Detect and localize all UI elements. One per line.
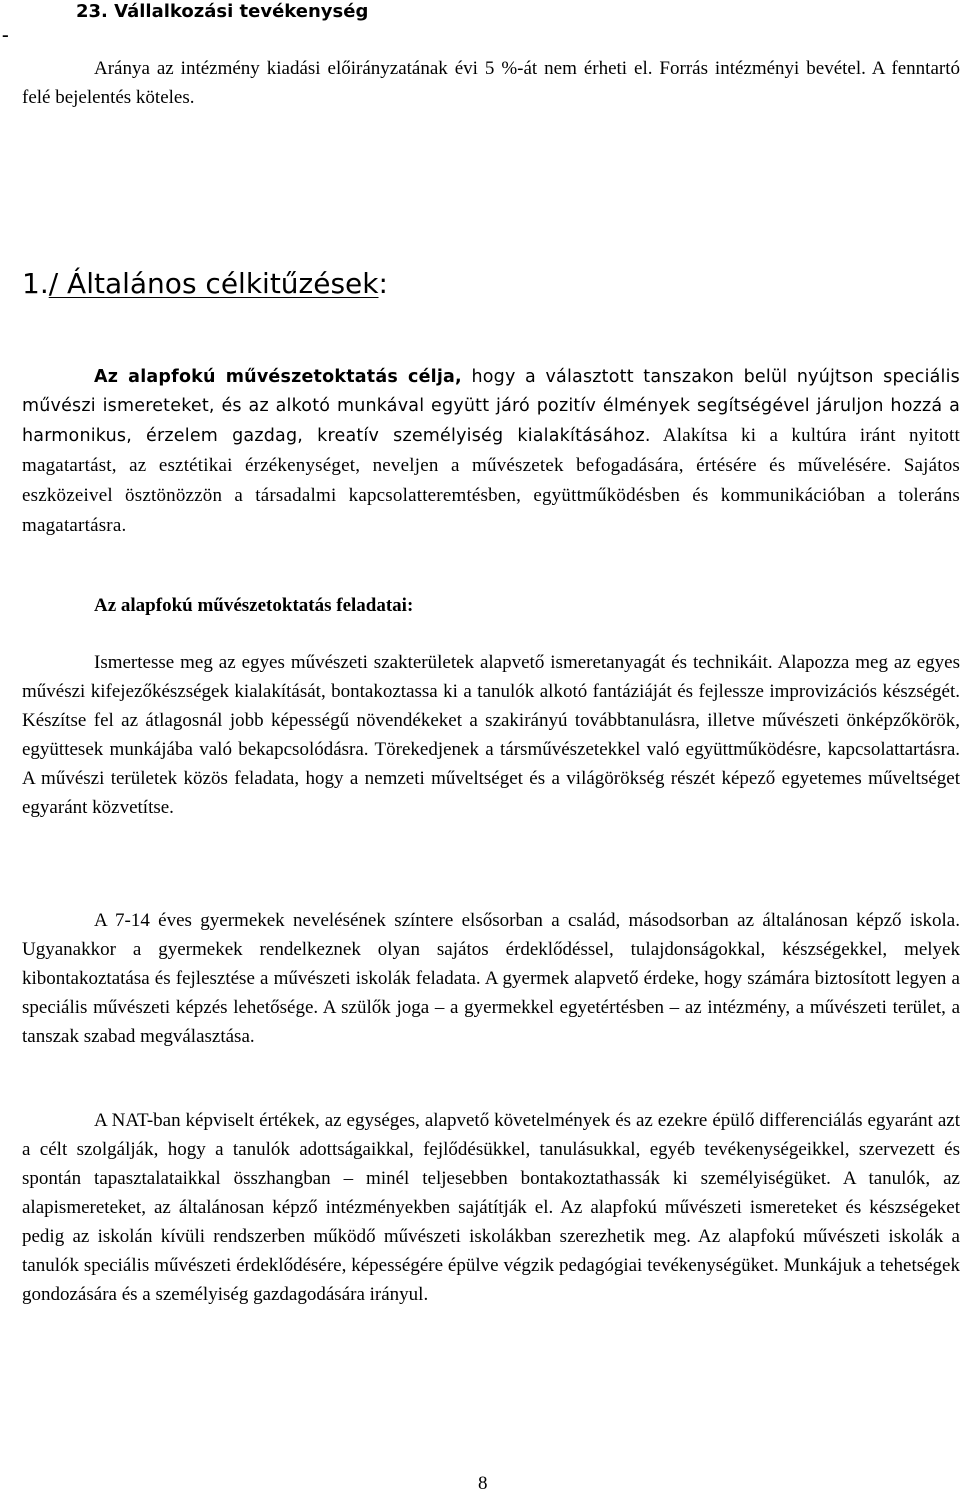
age-paragraph: [22, 906, 960, 1051]
goals-paragraph: [22, 363, 960, 541]
tasks-subheading: Az alapfokú művészetoktatás feladatai:: [94, 595, 414, 616]
main-heading: [22, 264, 388, 304]
goals-lead: Az alapfokú művészetoktatás célja,: [94, 367, 462, 387]
intro-text: Aránya az intézmény kiadási előirányzatának évi 5 %-át nem érheti el. Forrás intézményi bevétel. A fenntartó felé bejelentés köteles.: [22, 58, 960, 108]
nat-paragraph: [22, 1106, 960, 1309]
tasks-text: Ismertesse meg az egyes művészeti szakterületek alapvető ismeretanyagát és technikáit. Alapozza meg az egyes művészi kifejezőkészségek kialakítását, bontakoztassa ki a tanulók alkotó fantáziáját és fejlessze improvizációs készségét. Készítse fel az átlagosnál jobb képességű növendékeket a szakirányú továbbtanulásra, illetve művészeti önképzőkörök, együttesek munkájába való bekapcsolódásra. Törekedjenek a társművészetekkel való együttműködésre, kapcsolattartásra. A művészi területek közös feladata, hogy a nemzeti műveltséget és a világörökség részét képező egyetemes műveltséget egyaránt közvetítse.: [22, 652, 960, 818]
nat-text: A NAT-ban képviselt értékek, az egységes, alapvető követelmények és az ezekre épülő differenciálás egyaránt azt a célt szolgálják, hogy a tanulók adottságaikkal, fejlődésükkel, tanulásukkal, egyéb tevékenységeikkel, szervezett és spontán tapasztalataikkal összhangban – minél teljesebben bontakoztathassák ki személyiségüket. A tanulók, az alapismereteket, az általánosan képző intézményekben sajátítják el. Az alapfokú művészeti ismereteket és készségeket pedig az iskolán kívüli rendszerben működő művészeti iskolákban szerezhetik meg. Az alapfokú művészeti iskolák a tanulók speciális művészeti érdeklődésére, képességére épülve végzik pedagógiai tevékenységüket. Munkájuk a tehetségek gondozására és a személyiség gazdagodására irányul.: [22, 1110, 960, 1305]
goals-sans-text: hogy a választott tanszakon belül nyújtson speciális művészi ismereteket, és az alkotó munkával együtt járó pozitív élmények segítségével járuljon hozzá a harmonikus, érzelem gazdag, kreatív személyiség kialakításához.: [22, 367, 960, 446]
intro-paragraph: [22, 54, 960, 112]
heading-title: / Általános célkitűzések: [48, 267, 379, 300]
goals-serif-text: Alakítsa ki a kultúra iránt nyitott magatartást, az esztétikai érzékenységet, neveljen a művészetek befogadására, értésére és művelésére. Sajátos eszközeivel ösztönözzön a társadalmi kapcsolatteremtésben, együttműködésben és kommunikációban a toleráns magatartásra.: [22, 425, 960, 536]
section-title: 23. Vállalkozási tevékenység: [76, 1, 369, 22]
heading-prefix: 1.: [22, 267, 49, 300]
tasks-paragraph: [22, 648, 960, 822]
heading-suffix: :: [378, 267, 388, 300]
age-text: A 7-14 éves gyermekek nevelésének színtere elsősorban a család, másodsorban az általánosan képző iskola. Ugyanakkor a gyermekek rendelkeznek olyan sajátos érdeklődéssel, tulajdonságokkal, készségekkel, melyek kibontakoztatása és fejlesztése a művészeti iskolák feladata. A gyermek alapvető érdeke, hogy számára biztosított legyen a speciális művészeti képzés lehetősége. A szülők joga – a gyermekkel egyetértésben – az intézmény, a művészeti terület, a tanszak szabad megválasztása.: [22, 910, 960, 1047]
leading-dash: -: [2, 24, 9, 46]
page-number: 8: [478, 1473, 488, 1494]
